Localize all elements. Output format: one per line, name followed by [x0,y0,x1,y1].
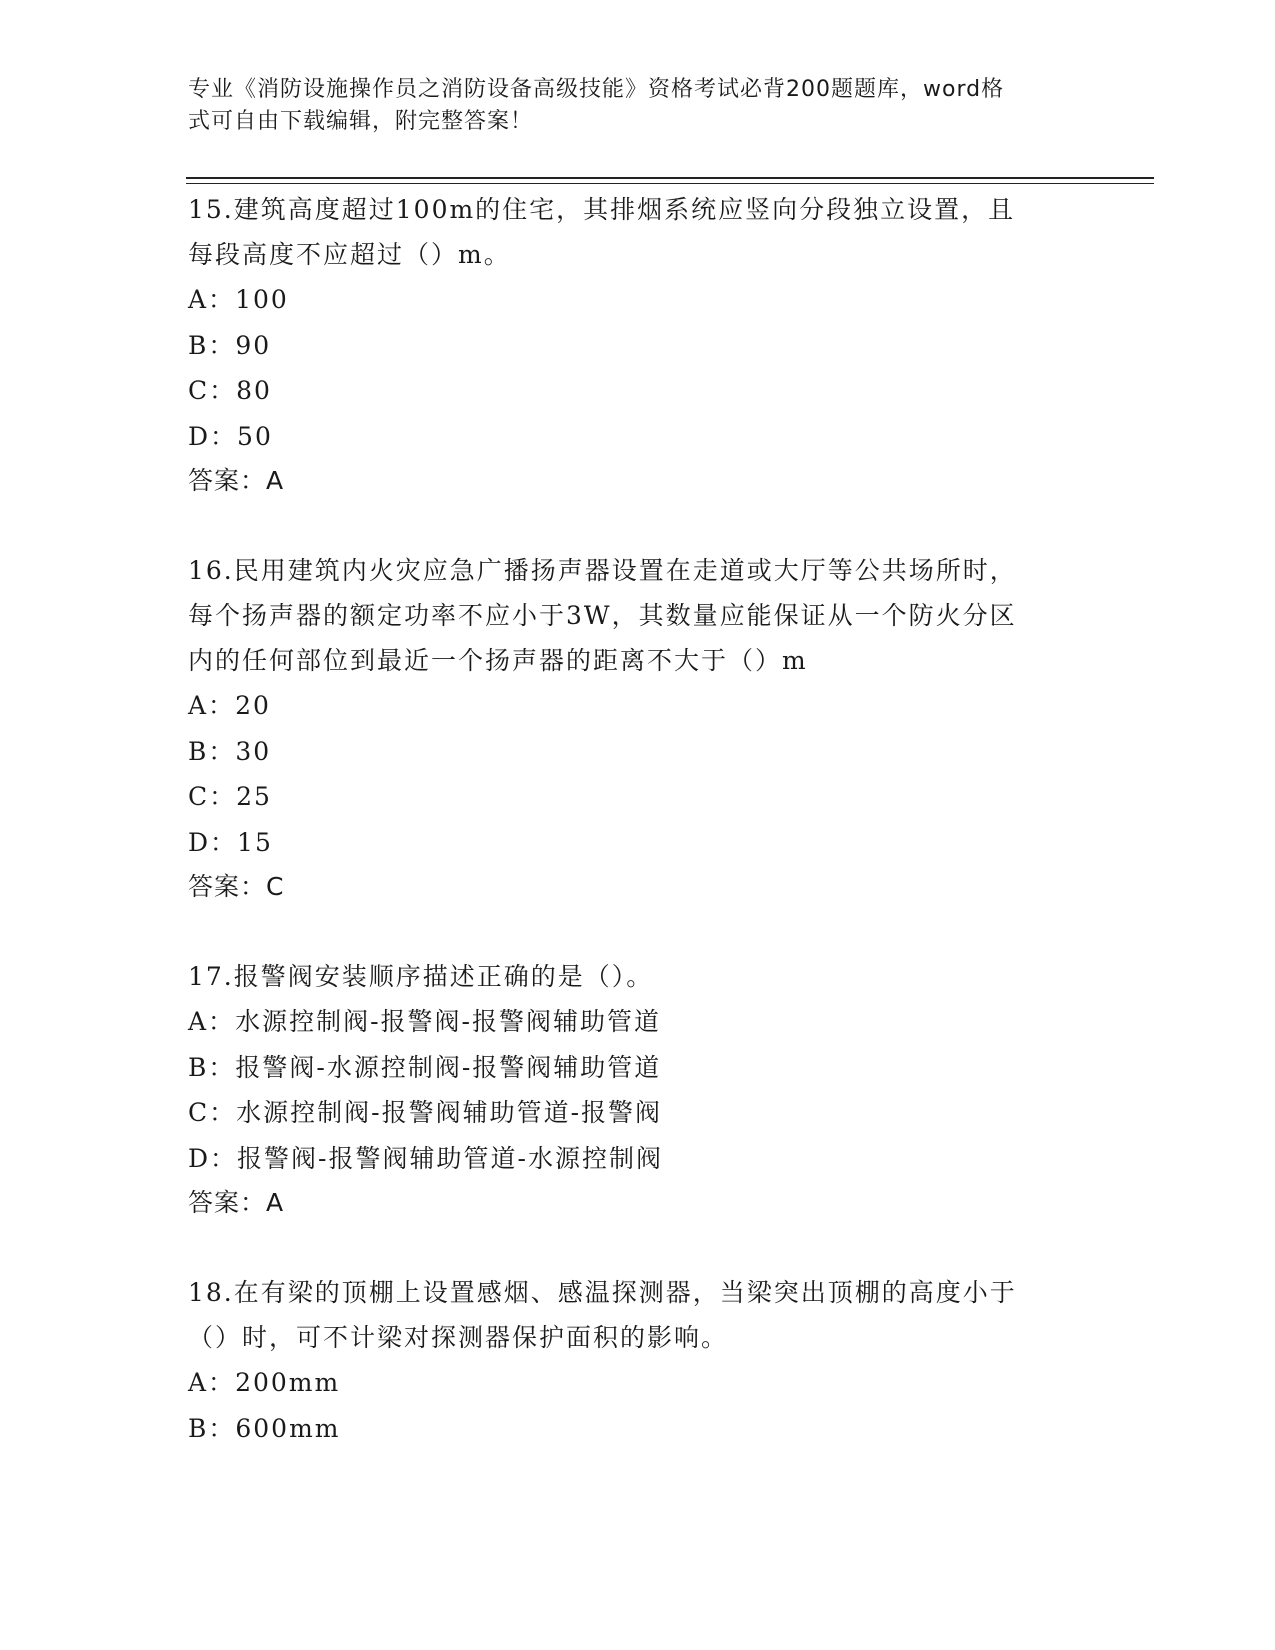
option-text: 30 [235,736,272,766]
option-key: B： [188,330,236,360]
option-key: A： [188,1368,236,1397]
option-key: C： [188,376,237,405]
answer-label: 答案：A [188,1188,285,1217]
header-rule-thin [186,183,1154,184]
option-text: 90 [235,330,272,360]
question-15 [188,187,1088,503]
option-text: 水源控制阀-报警阀-报警阀辅助管道 [235,1007,661,1036]
option-a [188,277,1088,323]
question-stem-line: （）时，可不计梁对探测器保护面积的影响。 [188,1323,729,1352]
option-a [188,1360,1088,1406]
option-b [188,729,1088,775]
option-text: 报警阀-水源控制阀-报警阀辅助管道 [235,1052,662,1082]
option-key: A： [188,285,236,314]
option-key: D： [188,1143,238,1173]
question-stem-line: 18.在有梁的顶棚上设置感烟、感温探测器，当梁突出顶棚的高度小于 [188,1278,1017,1307]
question-17 [188,954,1088,1225]
question-stem-line: 15.建筑高度超过100m的住宅，其排烟系统应竖向分段独立设置，且 [188,195,1016,224]
option-text: 水源控制阀-报警阀辅助管道-报警阀 [236,1098,663,1127]
option-a [188,683,1088,729]
header-line-1: 专业《消防设施操作员之消防设备高级技能》资格考试必背200题题库，word格 [188,77,1005,102]
question-stem-line: 每个扬声器的额定功率不应小于3W，其数量应能保证从一个防火分区 [188,601,1017,630]
option-key: C： [188,1098,237,1127]
option-c [188,1090,1088,1136]
option-text: 20 [235,691,271,720]
option-key: A： [188,1007,236,1036]
option-d [188,414,1088,460]
option-text: 25 [236,782,272,811]
option-text: 15 [237,827,273,857]
option-c [188,368,1088,414]
option-b [188,1406,1088,1452]
option-text: 100 [235,285,289,314]
option-text: 80 [236,376,272,405]
option-key: B： [188,736,236,766]
option-key: D： [188,421,238,451]
option-key: C： [188,782,237,811]
header-note [188,74,1068,138]
option-d [188,820,1088,866]
option-key: B： [188,1052,236,1082]
option-text: 报警阀-报警阀辅助管道-水源控制阀 [237,1143,663,1173]
answer-label: 答案：C [188,872,285,901]
answer-label: 答案：A [188,466,285,495]
question-stem-line: 内的任何部位到最近一个扬声器的距离不大于（）m [188,646,808,675]
option-key: B： [188,1413,236,1443]
option-text: 600mm [235,1413,341,1443]
option-key: D： [188,827,238,857]
option-key: A： [188,691,236,720]
option-c [188,774,1088,820]
question-18 [188,1270,1088,1451]
option-text: 200mm [235,1368,341,1397]
question-stem-line: 17.报警阀安装顺序描述正确的是（）。 [188,962,654,991]
question-16 [188,548,1088,909]
option-b [188,1045,1088,1091]
option-text: 50 [237,421,273,451]
option-b [188,323,1088,369]
header-line-2: 式可自由下载编辑，附完整答案！ [188,109,534,134]
question-stem-line: 16.民用建筑内火灾应急广播扬声器设置在走道或大厅等公共场所时， [188,556,1017,585]
question-stem-line: 每段高度不应超过（）m。 [188,240,511,269]
header-rule-thick [186,177,1154,179]
option-d [188,1136,1088,1182]
option-a [188,999,1088,1045]
